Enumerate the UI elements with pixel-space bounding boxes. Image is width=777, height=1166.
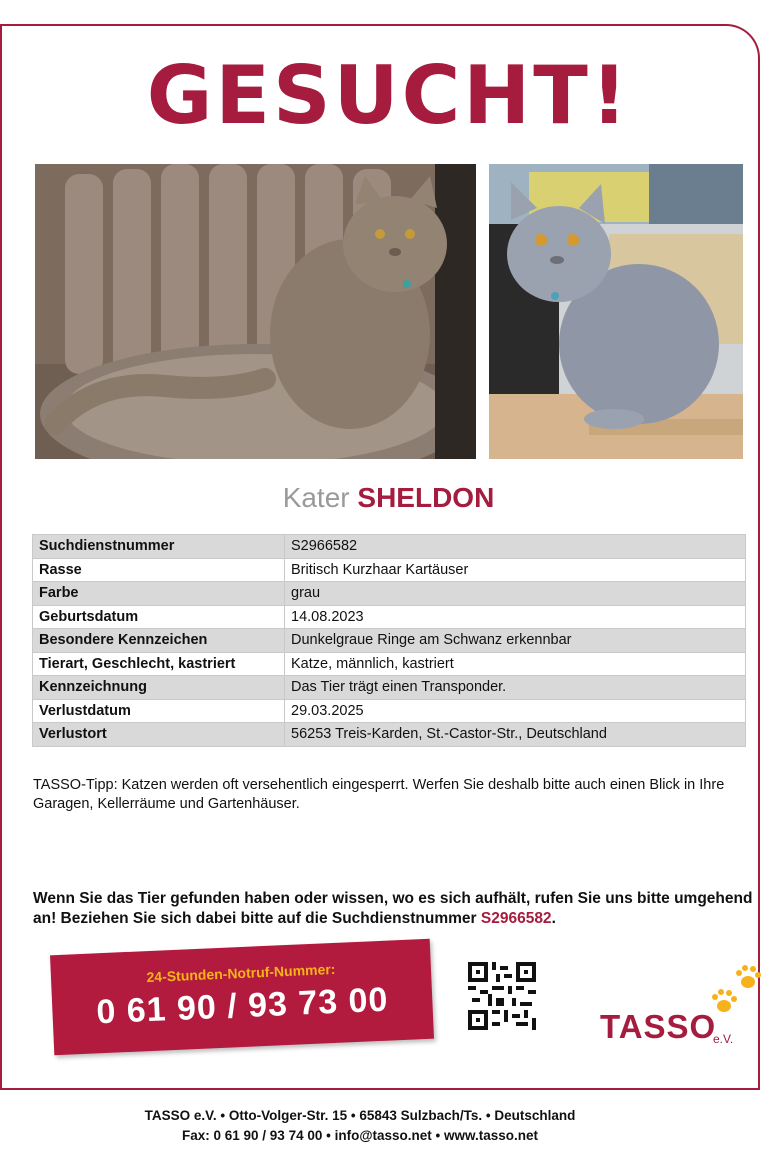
detail-value: S2966582 — [285, 535, 746, 559]
table-row — [33, 558, 746, 582]
table-row — [33, 723, 746, 747]
detail-key: Verlustdatum — [33, 699, 285, 723]
cat-photo-armchair — [35, 164, 476, 459]
cat-name: SHELDON — [357, 482, 495, 513]
logo-word: TASSO — [600, 1008, 717, 1045]
appeal-end: . — [551, 910, 556, 927]
detail-value: 29.03.2025 — [285, 699, 746, 723]
details-table — [32, 534, 746, 747]
logo-suffix: e.V. — [713, 1032, 734, 1046]
detail-value: Dunkelgraue Ringe am Schwanz erkennbar — [285, 629, 746, 653]
table-row — [33, 605, 746, 629]
detail-value: Das Tier trägt einen Transponder. — [285, 676, 746, 700]
detail-key: Tierart, Geschlecht, kastriert — [33, 652, 285, 676]
detail-value: 56253 Treis-Karden, St.-Castor-Str., Deutschland — [285, 723, 746, 747]
headline: GESUCHT! — [146, 49, 631, 142]
table-row — [33, 676, 746, 700]
appeal-text — [33, 889, 753, 929]
footer — [0, 1106, 720, 1146]
hotline-box — [50, 939, 434, 1055]
appeal-number: S2966582 — [480, 910, 552, 927]
hotline-label: 24-Stunden-Notruf-Nummer: — [146, 960, 336, 986]
appeal-body: Wenn Sie das Tier gefunden haben oder wissen, wo es sich aufhält, rufen Sie uns bitte umgehend an! Beziehen Sie sich dabei bitte auf die Suchdienstnummer — [33, 890, 753, 927]
cat-title-prefix: Kater — [282, 482, 350, 513]
footer-contact[interactable]: Fax: 0 61 90 / 93 74 00 • info@tasso.net • www.tasso.net — [182, 1128, 538, 1143]
detail-key: Verlustort — [33, 723, 285, 747]
table-row — [33, 652, 746, 676]
detail-key: Geburtsdatum — [33, 605, 285, 629]
table-row — [33, 582, 746, 606]
detail-key: Kennzeichnung — [33, 676, 285, 700]
detail-key: Farbe — [33, 582, 285, 606]
footer-address: TASSO e.V. • Otto-Volger-Str. 15 • 65843 Sulzbach/Ts. • Deutschland — [144, 1108, 576, 1123]
detail-key: Rasse — [33, 558, 285, 582]
qr-code[interactable] — [468, 962, 536, 1030]
tasso-logo — [600, 962, 770, 1052]
paw-icon — [708, 962, 768, 1022]
detail-key: Suchdienstnummer — [33, 535, 285, 559]
detail-value: 14.08.2023 — [285, 605, 746, 629]
detail-value: Katze, männlich, kastriert — [285, 652, 746, 676]
table-row — [33, 699, 746, 723]
hotline-phone[interactable]: 0 61 90 / 93 73 00 — [95, 980, 390, 1032]
cat-photo-chair — [489, 164, 743, 459]
tasso-tip: TASSO-Tipp: Katzen werden oft versehentlich eingesperrt. Werfen Sie deshalb bitte auch einen Blick in Ihre Garagen, Kellerräume und Gartenhäuser. — [33, 777, 725, 812]
detail-value: Britisch Kurzhaar Kartäuser — [285, 558, 746, 582]
cat-title — [0, 478, 777, 518]
table-row — [33, 629, 746, 653]
table-row — [33, 535, 746, 559]
detail-value: grau — [285, 582, 746, 606]
detail-key: Besondere Kennzeichen — [33, 629, 285, 653]
